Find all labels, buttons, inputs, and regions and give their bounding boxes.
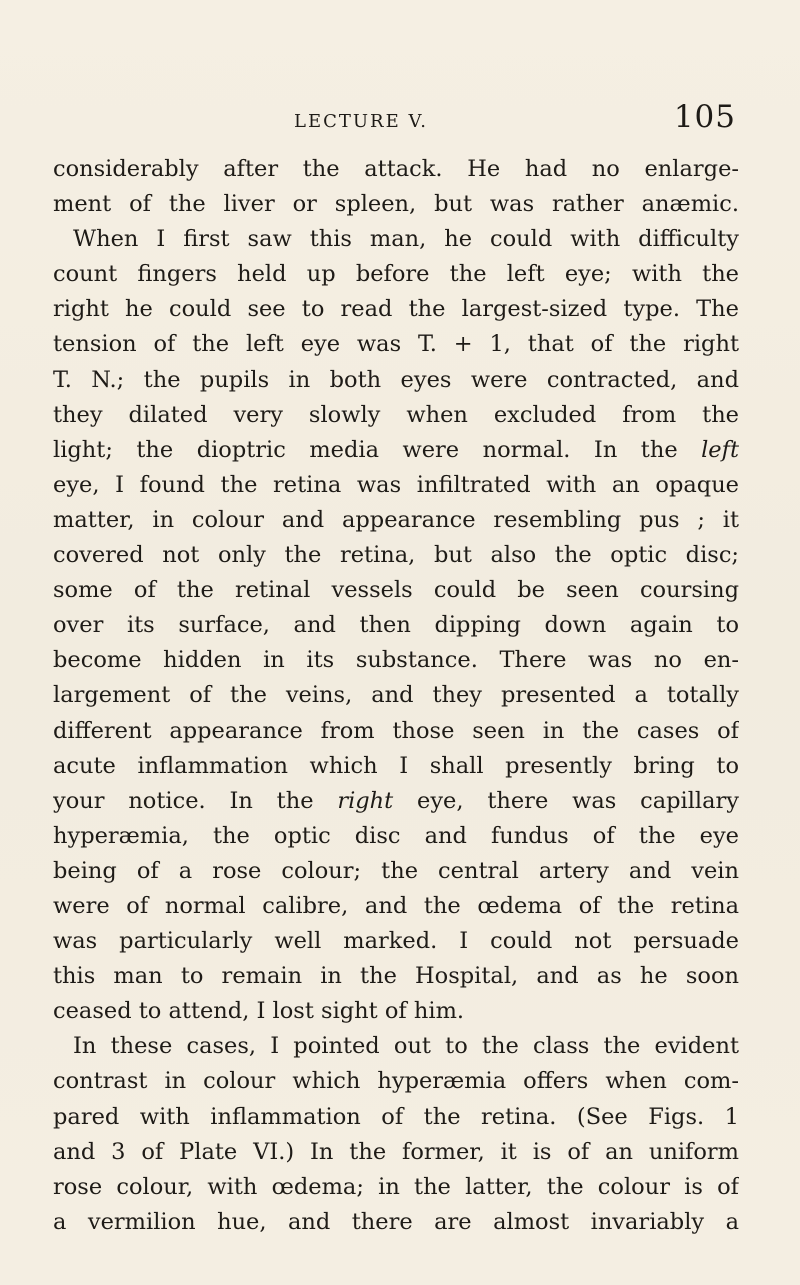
text-line — [53, 994, 739, 1029]
body-text — [53, 152, 739, 1240]
text-line — [53, 643, 739, 678]
text-line — [53, 222, 739, 257]
text-line — [53, 749, 739, 784]
text-run: considerably after the attack. He had no enlarge- — [53, 156, 739, 182]
text-run: matter, in colour and appearance resembling pus ; it — [53, 506, 739, 533]
italic-text: right — [337, 787, 394, 814]
text-run: largement of the veins, and they presented a totally — [53, 682, 739, 709]
text-line — [53, 468, 739, 503]
text-line — [53, 1100, 739, 1135]
text-run: When I first saw this man, he could with difficulty — [73, 226, 739, 253]
page-number: 105 — [673, 99, 736, 135]
text-line — [53, 257, 739, 292]
text-run: this man to remain in the Hospital, and as he soon — [53, 963, 739, 990]
text-run: over its surface, and then dipping down again to — [53, 612, 739, 639]
text-run: light; the dioptric media were normal. In the — [53, 436, 702, 463]
text-run: eye, I found the retina was infiltrated with an opaque — [53, 471, 739, 498]
text-run: pared with inflammation of the retina. (See Figs. 1 — [53, 1103, 739, 1130]
text-line — [53, 608, 739, 643]
text-run: count fingers held up before the left eye; with the — [53, 261, 739, 288]
text-run: right he could see to read the largest-sized type. The — [53, 296, 739, 323]
running-head — [60, 99, 736, 135]
text-line — [53, 503, 739, 538]
text-run: hyperæmia, the optic disc and fundus of the eye — [53, 822, 739, 849]
text-run: In these cases, I pointed out to the class the evident — [73, 1033, 739, 1060]
text-line — [53, 327, 739, 362]
text-run: your notice. In the — [53, 787, 338, 814]
text-run: covered not only the retina, but also the optic disc; — [53, 542, 739, 569]
text-line — [53, 959, 739, 994]
text-run: become hidden in its substance. There was no en- — [53, 647, 739, 674]
text-line — [53, 889, 739, 924]
text-line — [53, 433, 739, 468]
text-line — [53, 187, 739, 222]
text-line — [53, 924, 739, 959]
text-run: rose colour, with œdema; in the latter, the colour is of — [53, 1173, 739, 1200]
text-line — [53, 292, 739, 327]
text-run: being of a rose colour; the central artery and vein — [53, 857, 739, 884]
text-line — [53, 573, 739, 608]
italic-text: left — [701, 436, 739, 463]
text-run: eye, there was capillary — [393, 787, 739, 814]
text-line — [53, 1205, 739, 1240]
text-run: T. N.; the pupils in both eyes were contracted, and — [53, 366, 739, 393]
text-run: tension of the left eye was T. + 1, that of the right — [53, 331, 739, 358]
text-run: and 3 of Plate VI.) In the former, it is of an uniform — [53, 1138, 739, 1165]
text-line — [53, 784, 739, 819]
text-run: ment of the liver or spleen, but was rather anæmic. — [53, 191, 739, 218]
text-line — [53, 854, 739, 889]
text-run: acute inflammation which I shall presently bring to — [53, 752, 739, 779]
text-line — [53, 152, 739, 187]
text-line — [53, 1135, 739, 1170]
text-line — [53, 1029, 739, 1064]
text-line — [53, 398, 739, 433]
text-run: ceased to attend, I lost sight of him. — [53, 998, 465, 1025]
running-title: LECTURE V. — [294, 111, 429, 132]
text-line — [53, 363, 739, 398]
text-run: they dilated very slowly when excluded from the — [53, 401, 739, 428]
text-run: were of normal calibre, and the œdema of the retina — [53, 892, 739, 919]
text-run: some of the retinal vessels could be seen coursing — [53, 577, 739, 604]
text-run: a vermilion hue, and there are almost invariably a — [53, 1208, 739, 1235]
text-line — [53, 714, 739, 749]
text-line — [53, 538, 739, 573]
text-line — [53, 1064, 739, 1099]
text-run: different appearance from those seen in the cases of — [53, 717, 739, 744]
text-line — [53, 819, 739, 854]
text-line — [53, 678, 739, 713]
text-run: contrast in colour which hyperæmia offers when com- — [53, 1068, 739, 1095]
text-line — [53, 1170, 739, 1205]
text-run: was particularly well marked. I could not persuade — [53, 928, 739, 955]
